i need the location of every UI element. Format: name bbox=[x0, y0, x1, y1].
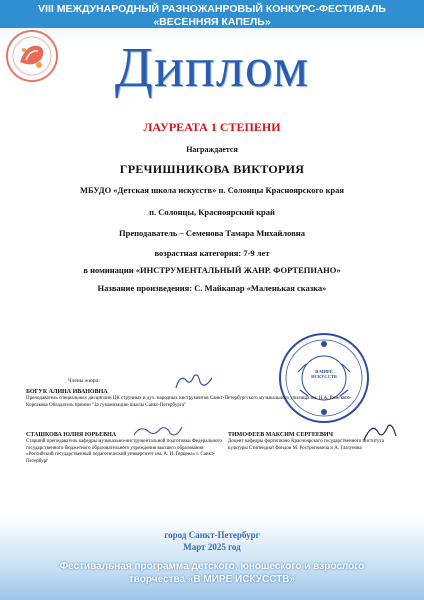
school-line1: МБУДО «Детская школа искусств» п. Солонцы Красноярского края bbox=[80, 185, 344, 195]
jury-member-description: Доцент кафедры фортепиано Красноярского государственного института культуры Стипендиат фондов М. Ростроповича и А. Глазунова bbox=[228, 439, 384, 451]
jury-member-name: БОГУК АЛИНА ИВАНОВНА bbox=[26, 389, 108, 395]
age-category: возрастная категория: 7-9 лет bbox=[154, 248, 270, 258]
signature-icon bbox=[172, 370, 216, 394]
jury-member-description: Старший преподаватель кафедры музыкально-инструментальной подготовки Федерального государственного бюджетного образовательного учреждения высшего образования «Российский государственный педагогический университет им. А. И. Герцена» г. Санкт-Петербург bbox=[26, 439, 222, 464]
nomination-line: в номинации «ИНСТРУМЕНТАЛЬНЫЙ ЖАНР. ФОРТЕПИАНО» bbox=[83, 265, 341, 275]
signature-icon bbox=[130, 421, 186, 443]
diploma-title: Диплом bbox=[114, 37, 310, 99]
teacher-line: Преподаватель – Семенова Тамара Михайловна bbox=[119, 228, 305, 238]
festival-title-line2: «ВЕСЕННЯЯ КАПЕЛЬ» bbox=[153, 16, 271, 28]
city: город Санкт-Петербург bbox=[164, 530, 260, 540]
date: Март 2025 год bbox=[183, 542, 241, 552]
awarded-label: Награждается bbox=[186, 145, 238, 154]
school-line2: п. Солонцы, Красноярский край bbox=[149, 207, 275, 217]
jury-member-name: ТИМОФЕЕВ МАКСИМ СЕРГЕЕВИЧ bbox=[228, 432, 333, 438]
work-title: Название произведения: С. Майкапар «Маленькая сказка» bbox=[97, 283, 327, 293]
participant-name: ГРЕЧИШНИКОВА ВИКТОРИЯ bbox=[119, 162, 305, 176]
signature-icon bbox=[360, 420, 400, 448]
festival-title-line1: VIII МЕЖДУНАРОДНЫЙ РАЗНОЖАНРОВЫЙ КОНКУРС-ФЕСТИВАЛЬ bbox=[38, 3, 386, 15]
footer-line2: творчества «В МИРЕ ИСКУССТВ» bbox=[128, 574, 296, 585]
footer-line1: Фестивальная программа детского, юношеского и взрослого bbox=[59, 561, 365, 572]
laureate-degree: ЛАУРЕАТА 1 СТЕПЕНИ bbox=[143, 120, 281, 134]
seal-text: В МИРЕ ИСКУССТВ bbox=[311, 369, 337, 379]
jury-member-description: Преподаватель специальных дисциплин ЦК струнных и дух. народных инструментов Санкт-Петербургского музыкального училища им. Н.А. Римского-Корсакова Обладатель премии "За гуманизацию школы Санкт-Петербурга" bbox=[26, 396, 352, 408]
jury-member-name: СТАШКОВА ЮЛИЯ ЮРЬЕВНА bbox=[26, 432, 117, 438]
jury-title: Члены жюри: bbox=[68, 378, 100, 384]
